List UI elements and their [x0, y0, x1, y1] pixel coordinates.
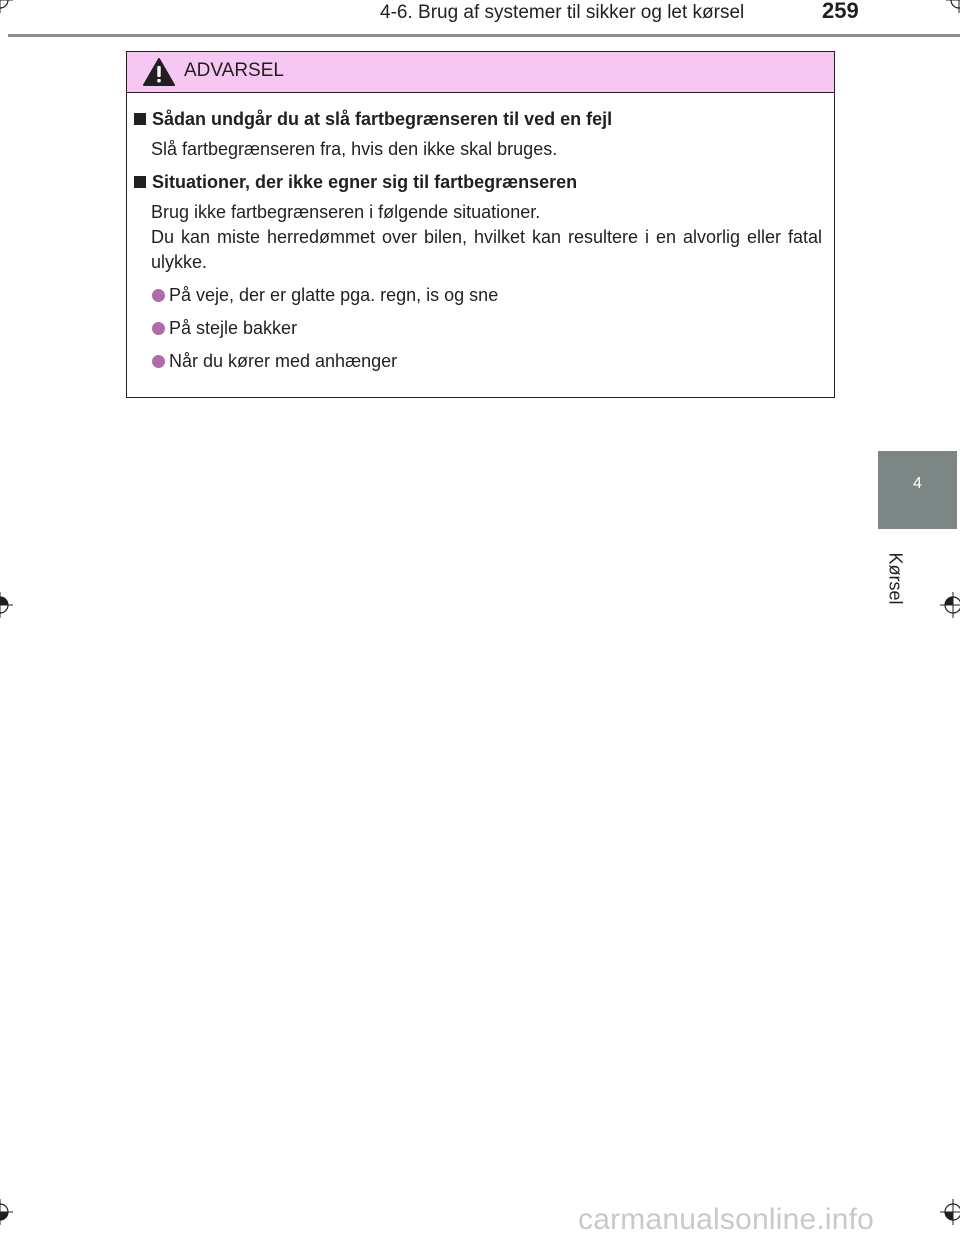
registration-mark-icon [940, 592, 960, 618]
list-item-text: På stejle bakker [169, 318, 298, 338]
section-heading [134, 107, 822, 131]
chapter-number: 4 [913, 475, 922, 492]
list-item [134, 316, 822, 340]
section-paragraph: Slå fartbegrænseren fra, hvis den ikke skal bruges. [151, 139, 558, 159]
watermark-text: carmanualsonline.info [578, 1203, 875, 1236]
bullet-dot-icon [152, 322, 165, 335]
header-divider [8, 34, 960, 37]
chapter-label: Kørsel [885, 552, 906, 605]
registration-mark-icon [0, 1199, 13, 1225]
chapter-tab [878, 451, 957, 529]
bullet-list [134, 283, 822, 373]
square-bullet-icon [134, 176, 146, 188]
warning-box [126, 51, 835, 398]
warning-label: ADVARSEL [184, 60, 284, 81]
section-paragraph: Brug ikke fartbegrænseren i følgende situationer. [151, 202, 541, 222]
section-paragraph: Du kan miste herredømmet over bilen, hvilket kan resultere i en alvorlig eller fatal ulykke. [151, 227, 822, 272]
warning-body [127, 93, 834, 373]
section-heading [134, 170, 822, 194]
square-bullet-icon [134, 113, 146, 125]
section-heading-text: Situationer, der ikke egner sig til fartbegrænseren [152, 172, 578, 192]
page-number: 259 [822, 0, 859, 23]
list-item [134, 283, 822, 307]
list-item-text: På veje, der er glatte pga. regn, is og sne [169, 285, 499, 305]
bullet-dot-icon [152, 355, 165, 368]
warning-triangle-icon [143, 58, 175, 86]
section-title: 4-6. Brug af systemer til sikker og let kørsel [380, 2, 745, 23]
section-heading-text: Sådan undgår du at slå fartbegrænseren til ved en fejl [152, 109, 613, 129]
registration-mark-icon [946, 0, 960, 13]
registration-mark-icon [940, 1199, 960, 1225]
list-item-text: Når du kører med anhænger [169, 351, 398, 371]
bullet-dot-icon [152, 289, 165, 302]
registration-mark-icon [0, 0, 13, 13]
list-item [134, 349, 822, 373]
warning-header [127, 52, 834, 93]
registration-mark-icon [0, 592, 13, 618]
